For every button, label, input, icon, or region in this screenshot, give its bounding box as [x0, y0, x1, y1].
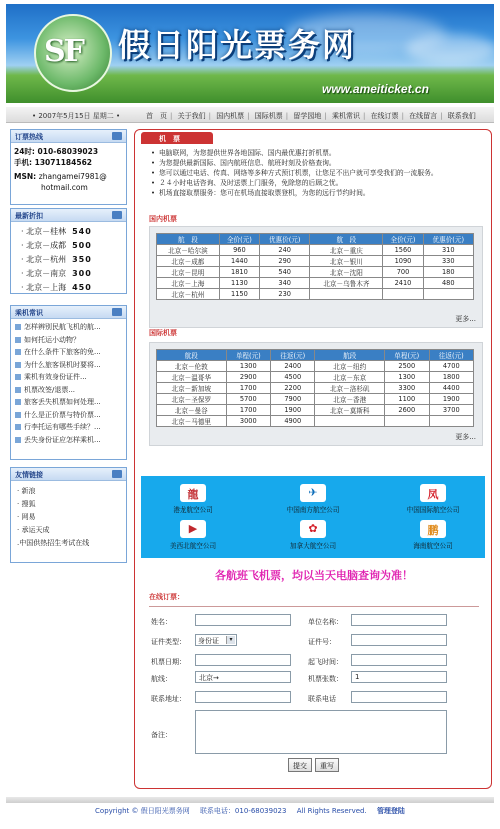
id-type-label: 证件类型： — [151, 638, 186, 646]
knowledge-item[interactable]: 在什么条件下旅客的免... — [15, 346, 123, 359]
deals-box — [10, 208, 127, 294]
table-cell: 1300 — [226, 361, 270, 372]
table-row — [157, 289, 474, 300]
column-header: 优惠价(元) — [260, 234, 310, 245]
table-cell: 2900 — [226, 372, 270, 383]
footer — [0, 806, 500, 816]
chevron-down-icon: ▾ — [226, 636, 235, 644]
remark-label: 备注： — [151, 731, 172, 739]
count-label: 机票张数： — [308, 675, 343, 683]
id-no-label: 证件号： — [308, 638, 336, 646]
table-cell — [383, 289, 423, 300]
friend-link[interactable]: · 新浪 — [17, 487, 36, 495]
table-cell — [429, 416, 474, 427]
table-cell: 北京－温哥华 — [157, 372, 227, 383]
table-header-row — [157, 350, 474, 361]
table-cell: 180 — [423, 267, 473, 278]
table-cell: 290 — [260, 256, 310, 267]
phone-icon — [112, 132, 122, 140]
service-notes — [151, 148, 481, 198]
deal-row[interactable]: · 北京－南京 300 — [21, 269, 92, 278]
unit-label: 单位名称： — [308, 618, 343, 626]
column-header: 航段 — [157, 350, 227, 361]
time-input[interactable] — [351, 654, 447, 666]
current-date: • 2007年5月15日 星期二 • — [32, 112, 121, 120]
air-china-logo-icon: 凤 — [420, 484, 446, 502]
table-cell: 北京－昆明 — [157, 267, 220, 278]
main-panel — [134, 129, 492, 789]
table-row — [157, 267, 474, 278]
knowledge-item[interactable]: 旅客丢失机票如何处理... — [15, 396, 123, 409]
column-header: 航 段 — [157, 234, 220, 245]
time-label: 起飞时间： — [308, 658, 343, 666]
logo-text: SF — [44, 34, 83, 69]
deal-row[interactable]: · 北京－桂林 540 — [21, 227, 92, 236]
table-cell: 1700 — [226, 383, 270, 394]
date-input[interactable] — [195, 654, 291, 666]
order-divider — [149, 606, 479, 607]
deal-row[interactable]: · 北京－杭州 350 — [21, 255, 92, 264]
reset-button[interactable]: 重写 — [315, 758, 339, 772]
link-icon — [112, 470, 122, 478]
airline-northwest[interactable]: ▶ 美西北航空公司 — [169, 522, 217, 550]
table-cell: 330 — [423, 256, 473, 267]
note-item: • 机场直接取票服务：您可在机场直接取票登机，为您的远行节约时间。 — [151, 188, 481, 198]
table-cell: 1810 — [219, 267, 259, 278]
table-cell: 5700 — [226, 394, 270, 405]
domestic-fare-table — [156, 233, 474, 300]
footer-bar — [6, 797, 494, 803]
submit-button[interactable]: 提交 — [288, 758, 312, 772]
knowledge-item[interactable]: 如何托运小动物？ — [15, 334, 123, 347]
site-logo[interactable] — [34, 14, 112, 92]
table-cell: 北京－香港 — [315, 394, 385, 405]
table-cell: 北京－上海 — [157, 278, 220, 289]
hainan-logo-icon: 鹏 — [420, 520, 446, 538]
table-cell: 3000 — [226, 416, 270, 427]
count-input[interactable]: 1 — [351, 671, 447, 683]
table-cell: 4400 — [429, 383, 474, 394]
table-cell: 北京－成都 — [157, 256, 220, 267]
table-cell: 2600 — [385, 405, 429, 416]
table-cell: 2200 — [271, 383, 315, 394]
table-cell: 北京－圣保罗 — [157, 394, 227, 405]
top-nav — [6, 107, 494, 123]
column-header: 往返(元) — [429, 350, 474, 361]
column-header: 单程(元) — [226, 350, 270, 361]
nav-domestic[interactable]: 国内机票 — [216, 112, 245, 120]
phone-label: 联系电话 — [308, 695, 336, 703]
table-row — [157, 361, 474, 372]
table-cell: 3300 — [385, 383, 429, 394]
airline-logos — [141, 476, 485, 558]
table-cell: 230 — [260, 289, 310, 300]
table-row — [157, 416, 474, 427]
airline-dragonair[interactable]: 龍 港龙航空公司 — [143, 484, 243, 514]
table-cell: 北京－莫斯科 — [315, 405, 385, 416]
ticket-tab: 机 票 — [141, 132, 213, 144]
name-label: 姓名： — [151, 618, 172, 626]
column-header: 往返(元) — [271, 350, 315, 361]
table-cell: 1100 — [385, 394, 429, 405]
friend-link[interactable]: · 承运天成 — [17, 526, 50, 534]
air-canada-logo-icon: ✿ — [300, 520, 326, 538]
friend-link[interactable]: .中国供热招生考试在线 — [17, 539, 90, 547]
international-title: 国际机票 — [149, 329, 177, 337]
table-cell: 北京－乌鲁木齐 — [310, 278, 383, 289]
column-header: 优惠价(元) — [423, 234, 473, 245]
knowledge-title: 乘机常识 — [11, 306, 126, 319]
table-cell: 1900 — [429, 394, 474, 405]
table-cell: 北京－重庆 — [310, 245, 383, 256]
table-header-row — [157, 234, 474, 245]
friend-link[interactable]: · 搜狐 — [17, 500, 36, 508]
table-cell: 2410 — [383, 278, 423, 289]
table-cell: 北京－纽约 — [315, 361, 385, 372]
table-cell: 1150 — [219, 289, 259, 300]
table-cell: 700 — [383, 267, 423, 278]
table-cell: 7900 — [271, 394, 315, 405]
table-cell: 2400 — [271, 361, 315, 372]
table-cell: 1900 — [271, 405, 315, 416]
friend-links-box — [10, 467, 127, 563]
admin-login-link[interactable]: 管理登陆 — [376, 807, 405, 815]
msn-value-2: hotmail.com — [41, 183, 88, 192]
nav-message[interactable]: 在线留言 — [409, 112, 438, 120]
table-cell: 310 — [423, 245, 473, 256]
dragonair-logo-icon: 龍 — [180, 484, 206, 502]
airline-hainan[interactable]: 鹏 海南航空公司 — [383, 520, 483, 550]
table-cell: 340 — [260, 278, 310, 289]
table-cell: 北京－哈尔滨 — [157, 245, 220, 256]
deal-row[interactable]: · 北京－上海 450 — [21, 283, 92, 292]
table-cell — [315, 416, 385, 427]
domestic-more-link[interactable]: 更多... — [455, 315, 476, 323]
airline-air-china[interactable]: 凤 中国国际航空公司 — [383, 484, 483, 514]
table-cell: 1560 — [383, 245, 423, 256]
nav-links: 首 页 | 关于我们 | 国内机票 | 国际机票 | 留学园地 | 乘机常识 | 在线订票 | 在线留言 | 联系我们 — [146, 112, 476, 120]
table-row — [157, 278, 474, 289]
unit-input[interactable] — [351, 614, 447, 626]
table-row — [157, 383, 474, 394]
note-item: • 您可以通过电话、传真、网络等多种方式预订机票，让您足不出户就可享受我们的一流服务。 — [151, 168, 481, 178]
domestic-table-box — [149, 226, 483, 328]
table-cell: 1300 — [385, 372, 429, 383]
table-cell: 北京－东京 — [315, 372, 385, 383]
msn-value: zhangamei7981@ — [38, 172, 107, 181]
deal-row[interactable]: · 北京－成都 500 — [21, 241, 92, 250]
table-cell: 北京－杭州 — [157, 289, 220, 300]
table-row — [157, 245, 474, 256]
knowledge-item[interactable]: 什么是正价票与特价票... — [15, 409, 123, 422]
table-cell: 北京－伦敦 — [157, 361, 227, 372]
order-title: 在线订票： — [149, 593, 184, 601]
address-input[interactable] — [195, 691, 291, 703]
china-southern-logo-icon: ✈ — [300, 484, 326, 502]
table-cell — [385, 416, 429, 427]
route-label: 航线： — [151, 675, 172, 683]
table-cell: 240 — [260, 245, 310, 256]
column-header: 单程(元) — [385, 350, 429, 361]
knowledge-box — [10, 305, 127, 460]
note-item: • ２４小时电话咨询、及时送票上门服务，免除您的后顾之忧。 — [151, 178, 481, 188]
table-cell: 4900 — [271, 416, 315, 427]
international-table-box — [149, 342, 483, 446]
knowledge-item[interactable]: 为什么旅客误机时要将... — [15, 359, 123, 372]
address-label: 联系地址： — [151, 695, 186, 703]
table-cell: 1090 — [383, 256, 423, 267]
date-label: 机票日期： — [151, 658, 186, 666]
table-cell: 北京－洛杉矶 — [315, 383, 385, 394]
international-more-link[interactable]: 更多... — [455, 433, 476, 441]
remark-textarea[interactable] — [195, 710, 447, 754]
table-cell: 480 — [423, 278, 473, 289]
copyright-text: Copyright © 假日阳光票务网 — [95, 807, 190, 815]
note-item: • 为您提供最新国际、国内航班信息、航班时刻及价格查询。 — [151, 158, 481, 168]
table-cell: 北京－银川 — [310, 256, 383, 267]
phone-input[interactable] — [351, 691, 447, 703]
header-banner — [6, 4, 494, 103]
table-cell: 北京－曼谷 — [157, 405, 227, 416]
table-cell: 540 — [260, 267, 310, 278]
northwest-logo-icon: ▶ — [180, 520, 206, 538]
knowledge-item[interactable]: 怎样辨别民航飞机的航... — [15, 321, 123, 334]
name-input[interactable] — [195, 614, 291, 626]
table-cell — [310, 289, 383, 300]
book-icon — [112, 211, 122, 219]
nav-knowledge[interactable]: 乘机常识 — [331, 112, 360, 120]
footer-phone: 联系电话：010-68039023 — [199, 807, 287, 815]
table-row — [157, 256, 474, 267]
table-cell: 1130 — [219, 278, 259, 289]
table-cell: 北京－沈阳 — [310, 267, 383, 278]
nav-booking[interactable]: 在线订票 — [370, 112, 399, 120]
airline-china-southern[interactable]: ✈ 中国南方航空公司 — [286, 486, 340, 514]
knowledge-item[interactable]: 乘机有效身份证件... — [15, 371, 123, 384]
knowledge-item[interactable]: 丢失身份证应怎样乘机... — [15, 434, 123, 447]
slogan: 各航班飞机票，均以当天电脑查询为准！ — [215, 569, 413, 582]
table-row — [157, 394, 474, 405]
nav-international[interactable]: 国际机票 — [254, 112, 283, 120]
note-item: • 电脑联网，为您提供世界各地国际、国内最优惠打折机票。 — [151, 148, 481, 158]
column-header: 全价(元) — [219, 234, 259, 245]
site-title: 假日阳光票务网 — [118, 26, 357, 64]
table-cell: 4500 — [271, 372, 315, 383]
hotline-phone: 24时: 010-68039023 — [14, 147, 99, 156]
table-cell: 北京－新加坡 — [157, 383, 227, 394]
domestic-title: 国内机票 — [149, 215, 177, 223]
table-cell: 北京－马德里 — [157, 416, 227, 427]
column-header: 全价(元) — [383, 234, 423, 245]
site-url: www.ameiticket.cn — [322, 82, 429, 96]
international-fare-table — [156, 349, 474, 427]
hotline-mobile: 手机: 13071184562 — [14, 158, 93, 167]
table-cell — [423, 289, 473, 300]
column-header: 航 段 — [310, 234, 383, 245]
nav-contact[interactable]: 联系我们 — [447, 112, 476, 120]
route-input[interactable]: 北京→ — [195, 671, 291, 683]
table-cell: 3700 — [429, 405, 474, 416]
nav-about[interactable]: 关于我们 — [177, 112, 206, 120]
table-cell: 1440 — [219, 256, 259, 267]
id-type-select[interactable]: 身份证 ▾ — [195, 634, 237, 646]
plane-icon — [112, 308, 122, 316]
knowledge-item[interactable]: 机票改签/退票... — [15, 384, 123, 397]
column-header: 航段 — [315, 350, 385, 361]
table-cell: 4700 — [429, 361, 474, 372]
msn-label: MSN: — [14, 172, 37, 181]
table-cell: 1700 — [226, 405, 270, 416]
nav-study[interactable]: 留学园地 — [293, 112, 322, 120]
table-row — [157, 405, 474, 416]
airline-air-canada[interactable]: ✿ 加拿大航空公司 — [289, 522, 337, 550]
cloud — [406, 34, 494, 64]
table-row — [157, 372, 474, 383]
knowledge-item[interactable]: 行李托运有哪些手续？... — [15, 421, 123, 434]
id-no-input[interactable] — [351, 634, 447, 646]
table-cell: 2500 — [385, 361, 429, 372]
friend-link[interactable]: · 网易 — [17, 513, 36, 521]
rights-text: All Rights Reserved. — [296, 807, 367, 815]
deals-title: 最新折扣 — [11, 209, 126, 222]
table-cell: 1800 — [429, 372, 474, 383]
table-cell: 960 — [219, 245, 259, 256]
nav-home[interactable]: 首 页 — [146, 112, 167, 120]
friend-links-title: 友情链接 — [11, 468, 126, 481]
hotline-box — [10, 129, 127, 205]
hotline-title: 订票热线 — [11, 130, 126, 143]
